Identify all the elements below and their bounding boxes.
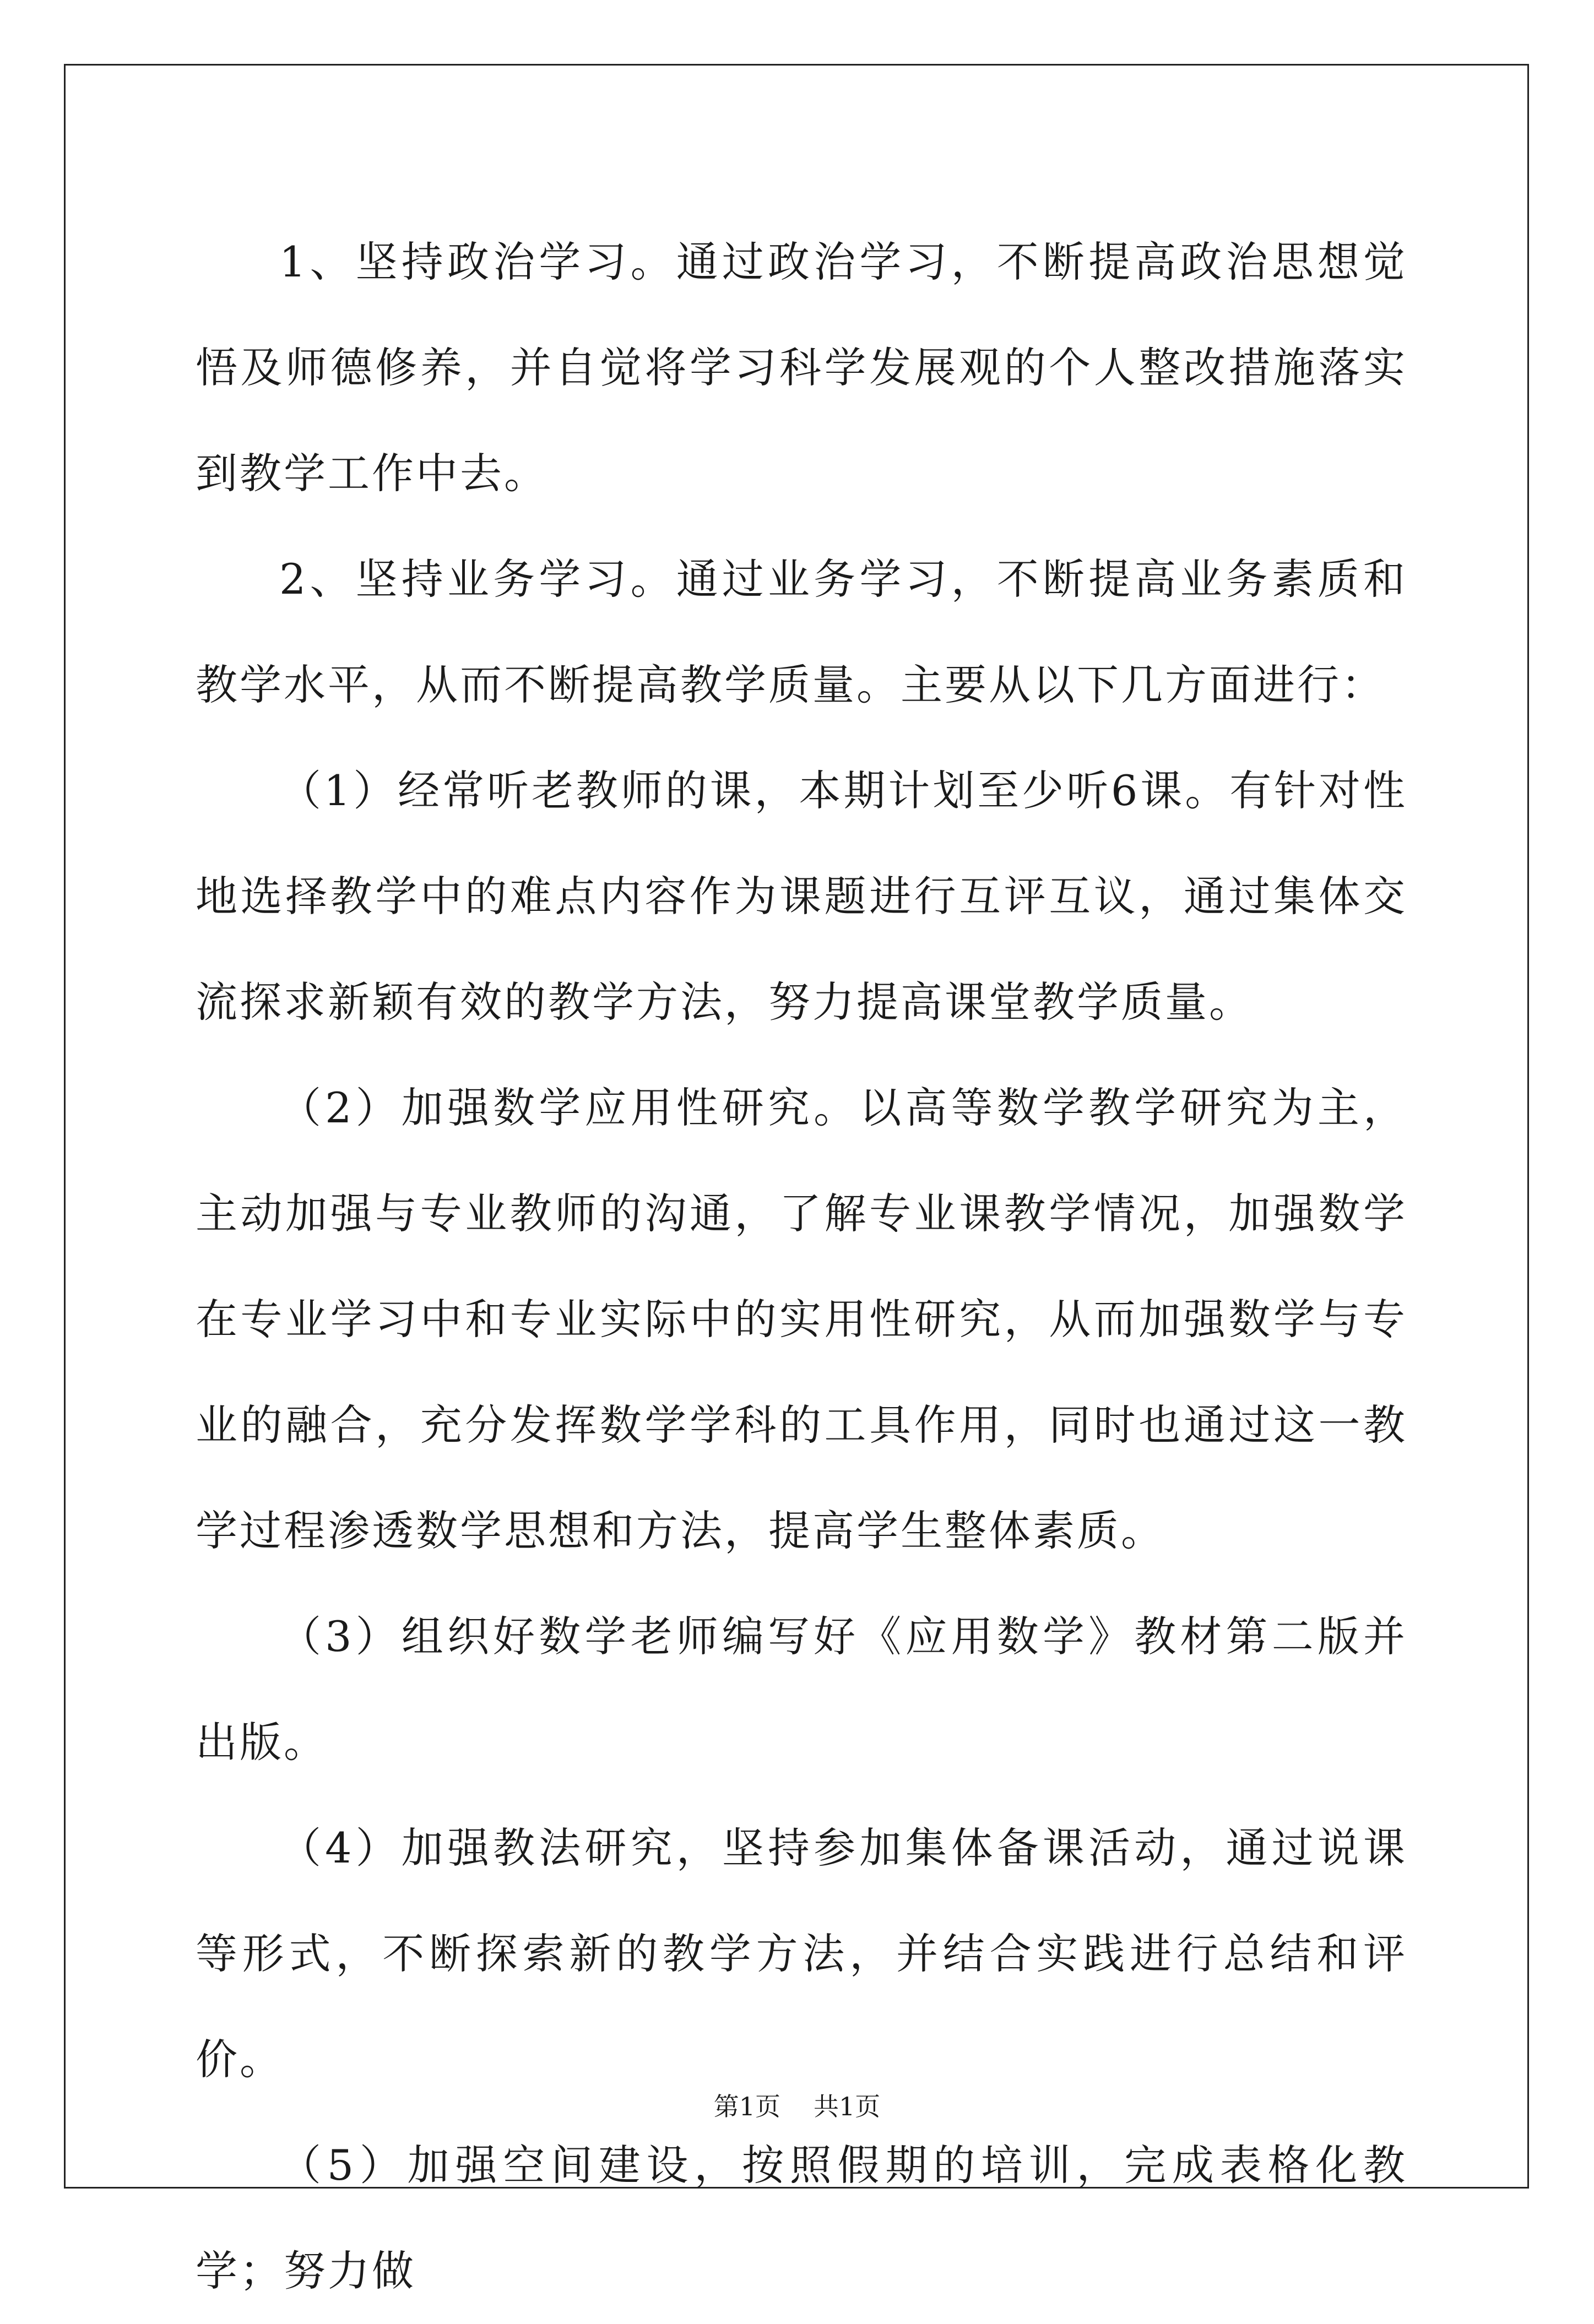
document-body bbox=[196, 209, 1407, 2324]
paragraph-item-4: （4）加强教法研究，坚持参加集体备课活动，通过说课等形式，不断探索新的教学方法，并结合实践进行总结和评价。 bbox=[196, 1823, 1407, 2084]
paragraph-item-3: （3）组织好数学老师编写好《应用数学》教材第二版并出版。 bbox=[196, 1612, 1407, 1767]
paragraph-political-study: 1、坚持政治学习。通过政治学习，不断提高政治思想觉悟及师德修养，并自觉将学习科学发展观的个人整改措施落实到教学工作中去。 bbox=[196, 237, 1407, 498]
page-footer bbox=[0, 2090, 1594, 2123]
paragraph-item-2: （2）加强数学应用性研究。以高等数学教学研究为主，主动加强与专业教师的沟通，了解专业课教学情况，加强数学在专业学习中和专业实际中的实用性研究，从而加强数学与专业的融合，充分发挥数学学科的工具作用，同时也通过这一教学过程渗透数学思想和方法，提高学生整体素质。 bbox=[196, 1083, 1407, 1555]
page-number: 第1页 bbox=[713, 2092, 780, 2121]
page-total: 共1页 bbox=[814, 2092, 881, 2121]
paragraph-item-1: （1）经常听老教师的课，本期计划至少听6课。有针对性地选择教学中的难点内容作为课题进行互评互议，通过集体交流探求新颖有效的教学方法，努力提高课堂教学质量。 bbox=[196, 766, 1407, 1027]
paragraph-item-5: （5）加强空间建设，按照假期的培训，完成表格化教学；努力做 bbox=[196, 2141, 1407, 2295]
paragraph-business-study: 2、坚持业务学习。通过业务学习，不断提高业务素质和教学水平，从而不断提高教学质量。主要从以下几方面进行： bbox=[196, 555, 1407, 709]
